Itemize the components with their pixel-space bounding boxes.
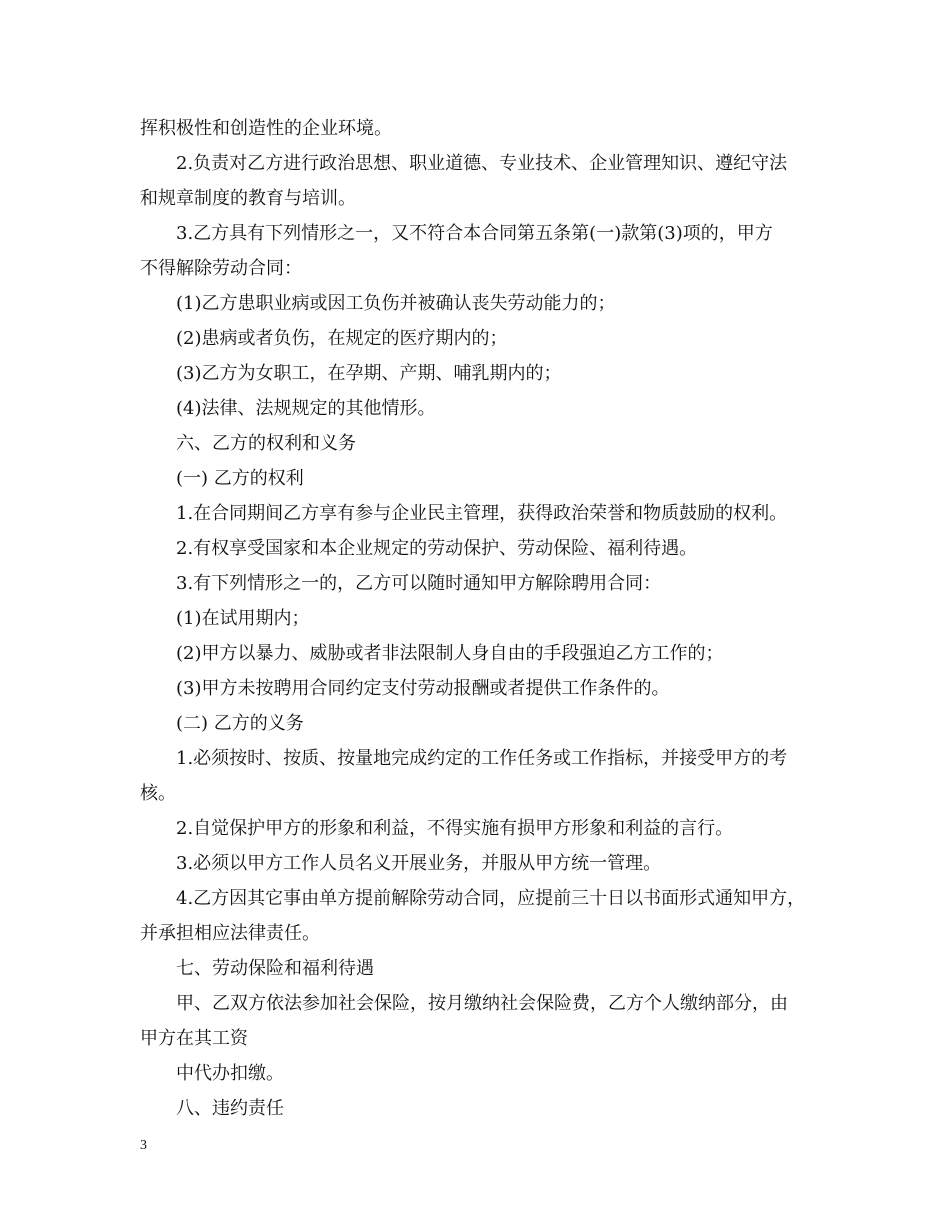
paragraph-line: 核。 (140, 783, 176, 804)
paragraph-line: 2.有权享受国家和本企业规定的劳动保护、劳动保险、福利待遇。 (176, 538, 698, 559)
paragraph-line: 3.乙方具有下列情形之一，又不符合本合同第五条第(一)款第(3)项的，甲方 (176, 223, 773, 244)
paragraph-line: 不得解除劳动合同： (140, 258, 302, 279)
paragraph-line: 并承担相应法律责任。 (140, 923, 320, 944)
paragraph-line: 2.负责对乙方进行政治思想、职业道德、专业技术、企业管理知识、遵纪守法 (176, 153, 788, 174)
subsection-heading: (一) 乙方的权利 (176, 468, 304, 489)
paragraph-line: (4)法律、法规规定的其他情形。 (176, 398, 436, 419)
paragraph-line: (3)乙方为女职工，在孕期、产期、哺乳期内的； (176, 363, 562, 384)
section-heading: 八、违约责任 (176, 1098, 284, 1119)
paragraph-line: 中代办扣缴。 (176, 1063, 284, 1084)
section-heading: 七、劳动保险和福利待遇 (176, 958, 374, 979)
paragraph-line: 挥积极性和创造性的企业环境。 (140, 118, 392, 139)
paragraph-line: 3.有下列情形之一的，乙方可以随时通知甲方解除聘用合同： (176, 573, 662, 594)
paragraph-line: (1)乙方患职业病或因工负伤并被确认丧失劳动能力的； (176, 293, 616, 314)
paragraph-line: 3.必须以甲方工作人员名义开展业务，并服从甲方统一管理。 (176, 853, 662, 874)
paragraph-line: 甲、乙双方依法参加社会保险，按月缴纳社会保险费，乙方个人缴纳部分，由 (176, 993, 788, 1014)
paragraph-line: (2)患病或者负伤，在规定的医疗期内的； (176, 328, 508, 349)
paragraph-line: (1)在试用期内； (176, 608, 310, 629)
paragraph-line: 1.必须按时、按质、按量地完成约定的工作任务或工作指标，并接受甲方的考 (176, 748, 788, 769)
subsection-heading: (二) 乙方的义务 (176, 713, 304, 734)
paragraph-line: 4.乙方因其它事由单方提前解除劳动合同，应提前三十日以书面形式通知甲方， (176, 888, 806, 909)
paragraph-line: 和规章制度的教育与培训。 (140, 188, 356, 209)
paragraph-line: 2.自觉保护甲方的形象和利益，不得实施有损甲方形象和利益的言行。 (176, 818, 734, 839)
paragraph-line: (2)甲方以暴力、威胁或者非法限制人身自由的手段强迫乙方工作的； (176, 643, 724, 664)
section-heading: 六、乙方的权利和义务 (176, 433, 356, 454)
paragraph-line: 1.在合同期间乙方享有参与企业民主管理，获得政治荣誉和物质鼓励的权利。 (176, 503, 788, 524)
page-number: 3 (140, 1138, 147, 1153)
paragraph-line: (3)甲方未按聘用合同约定支付劳动报酬或者提供工作条件的。 (176, 678, 670, 699)
paragraph-line: 甲方在其工资 (140, 1028, 248, 1049)
